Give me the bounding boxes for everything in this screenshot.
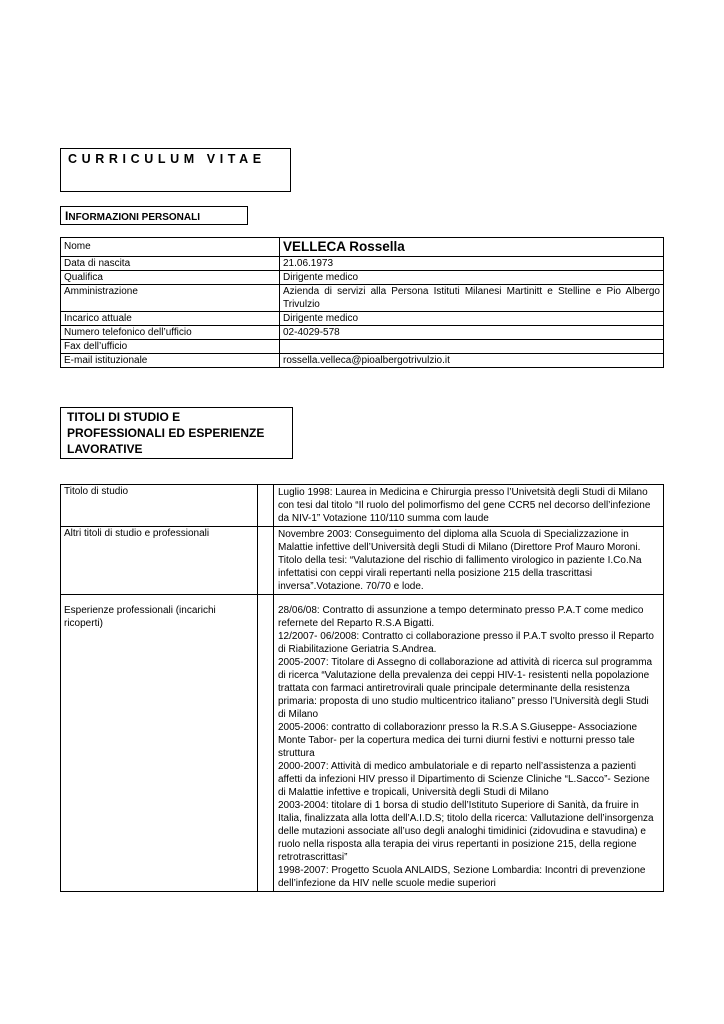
experience-list: [274, 595, 664, 892]
education-table: [60, 484, 664, 892]
row-label-nome: Nome: [61, 238, 280, 257]
experience-item: 2005-2006: contratto di collaborazionr presso la R.S.A S.Giuseppe- Associazione Monte Tabor- per la copertura medica dei turni diurni festivi e notturni presso tale struttura: [278, 722, 638, 759]
office-phone: 02-4029-578: [280, 326, 664, 340]
experience-item: 12/2007- 06/2008: Contratto ci collaborazione presso il P.A.T svolto presso il Reparto di Riabilitazione Geriatria S.Andrea.: [278, 631, 654, 655]
experience-item: 28/06/08: Contratto di assunzione a tempo determinato presso P.A.T come medico refernete del Reparto R.S.A Bigatti.: [278, 605, 644, 629]
personal-info-heading-initial: I: [65, 209, 69, 223]
experience-item: 2005-2007: Titolare di Assegno di collaborazione ad attività di ricerca sul programma di ricerca “Valutazione della prevalenza dei ceppi HIV-1- resistenti nella popolazione trattata con farmaci antiretrovirali quale principale determinante della resistenza primaria: proposta di uno studio multicentrico italiano” presso l’Università degli Studi di Milano: [278, 657, 653, 720]
row-label-fax: Fax dell’ufficio: [61, 340, 280, 354]
row-label-incarico-attuale: Incarico attuale: [61, 312, 280, 326]
institutional-email: rossella.velleca@pioalbergotrivulzio.it: [280, 354, 664, 368]
table-row: [61, 312, 664, 326]
table-row: [61, 285, 664, 312]
education-heading-box: [60, 407, 293, 459]
table-row: [61, 271, 664, 285]
person-name: VELLECA Rossella: [280, 238, 664, 257]
row-label-email: E-mail istituzionale: [61, 354, 280, 368]
empty-cell: [258, 527, 274, 595]
row-label-amministrazione: Amministrazione: [61, 285, 280, 312]
personal-info-heading-rest: NFORMAZIONI PERSONALI: [68, 212, 201, 223]
table-row: [61, 485, 664, 527]
degree-value: Luglio 1998: Laurea in Medicina e Chirurgia presso l’Univetsità degli Studi di Milano con tesi dal titolo “Il ruolo del polimorfismo del gene CCR5 nel decorso dell’infezione da NIV-1” Votazione 110/110 summa com laude: [274, 485, 664, 527]
experience-item: 1998-2007: Progetto Scuola ANLAIDS, Sezione Lombardia: Incontri di prevenzione dell’infezione da HIV nelle scuole medie superiori: [278, 865, 646, 889]
experience-item: 2003-2004: titolare di 1 borsa di studio dell’Istituto Superiore di Sanità, da fruire in Italia, finalizzata alla lotta dell’A.I.D.S; titolo della ricerca: Vallutazione dell’insorgenza delle mutazioni associate all’uso degli analoghi timidinici (zidovudina e stavudina) e ruolo nella risposta alla terapia dei virus repertanti in posizione 215, della regione retrotrascrittasi”: [278, 800, 654, 863]
row-label-qualifica: Qualifica: [61, 271, 280, 285]
row-label-telefono: Numero telefonico dell’ufficio: [61, 326, 280, 340]
table-row: [61, 595, 664, 892]
table-row: [61, 238, 664, 257]
personal-info-table: [60, 237, 664, 368]
table-row: [61, 527, 664, 595]
personal-info-heading: [65, 209, 200, 223]
row-label-altri-titoli: Altri titoli di studio e professionali: [61, 527, 258, 595]
birth-date: 21.06.1973: [280, 257, 664, 271]
empty-cell: [258, 485, 274, 527]
qualification: Dirigente medico: [280, 271, 664, 285]
row-label-titolo-di-studio: Titolo di studio: [61, 485, 258, 527]
row-label-data-di-nascita: Data di nascita: [61, 257, 280, 271]
office-fax: [280, 340, 664, 354]
empty-cell: [258, 595, 274, 892]
other-titles-value: Novembre 2003: Conseguimento del diploma alla Scuola di Specializzazione in Malattie infettive dell’Università degli Studi di Milano (Direttore Prof Mauro Moroni. Titolo della tesi: “Valutazione del rischio di fallimento virologico in paziente I.Co.Na infettatisi con ceppi virali repertanti nella posizione 215 della trascrittasi inversa”.Votazione. 70/70 e lode.: [274, 527, 664, 595]
table-row: [61, 340, 664, 354]
table-row: [61, 354, 664, 368]
current-role: Dirigente medico: [280, 312, 664, 326]
table-row: [61, 257, 664, 271]
table-row: [61, 326, 664, 340]
row-label-esperienze: Esperienze professionali (incarichi ricoperti): [61, 595, 258, 892]
experience-item: 2000-2007: Attività di medico ambulatoriale e di reparto nell’assistenza a pazienti affetti da infezioni HIV presso il Dipartimento di Scienze Cliniche “L.Sacco”- Sezione di Malattie infettive e tropicali, Università degli Studi di Milano: [278, 761, 650, 798]
personal-info-heading-box: [60, 206, 248, 225]
education-heading: TITOLI DI STUDIO E PROFESSIONALI ED ESPERIENZE LAVORATIVE: [67, 410, 265, 456]
cv-header-box: [60, 148, 291, 192]
administration: Azienda di servizi alla Persona Istituti Milanesi Martinitt e Stelline e Pio Albergo Trivulzio: [280, 285, 664, 312]
cv-title: CURRICULUM VITAE: [68, 152, 266, 166]
